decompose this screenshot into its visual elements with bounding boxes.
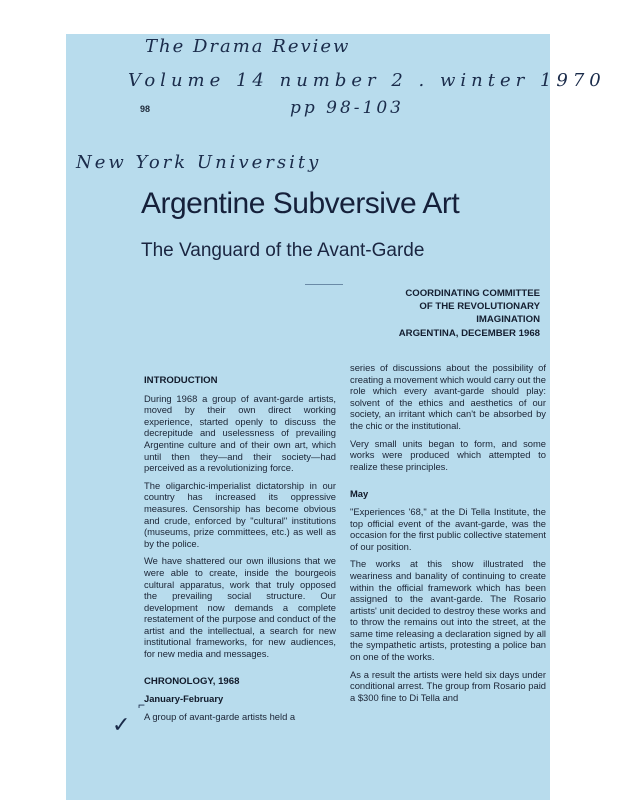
page-number: 98 [140, 104, 151, 114]
handwritten-note-pages: pp 98-103 [290, 98, 404, 118]
byline [300, 287, 540, 340]
byline-line: ARGENTINA, DECEMBER 1968 [398, 327, 540, 339]
subheading-may: May [350, 488, 369, 500]
left-column [144, 375, 336, 728]
handwritten-note-university: New York University [76, 152, 322, 173]
article-title: Argentine Subversive Art [141, 187, 460, 220]
paragraph: During 1968 a group of avant-garde artists, moved by their own direct working experience, started openly to discuss the decrepitude and uselessness of prevailing Argentine culture and of their own art, which until then they—and their society—had perceived as a revolutionizing force. [144, 392, 336, 474]
paragraph: The oligarchic-imperialist dictatorship in our country has increased its oppressive measures. Censorship has become obvious and crude, enforced by "cultural" institutions (museums, prize committees, etc.) as well as by the police. [144, 479, 336, 549]
paragraph: Very small units began to form, and some works were produced which attempted to realize these principles. [350, 437, 546, 472]
checkmark-icon: ✓ [112, 712, 131, 737]
paragraph: The works at this show illustrated the weariness and banality of continuing to create within the official framework which has been assigned to the avant-garde. The Rosario artists' unit decided to destroy these works and to throw the remains out into the street, at the same time releasing a declaration signed by all the sympathetic artists, protesting a police ban on one of the works. [350, 558, 546, 663]
section-heading-chronology: CHRONOLOGY, 1968 [144, 675, 240, 687]
paragraph: A group of avant-garde artists held a [144, 710, 296, 722]
bracket-mark-icon: ⌐ [138, 698, 146, 712]
divider [305, 284, 343, 285]
article-subtitle: The Vanguard of the Avant-Garde [141, 240, 425, 261]
paragraph: We have shattered our own illusions that we were able to create, inside the bourgeois cultural apparatus, work that truly opposed the prevailing social structure. Our development now demands a complete restatement of the purpose and conduct of the artist and the intellectual, a search for new institutional frameworks, for new audiences, for new media and messages. [144, 555, 336, 660]
paragraph: series of discussions about the possibility of creating a movement which would carry out the role which every avant-garde should play: solvent of the ethics and aesthetics of our society, an irritant which can't be absorbed by the chic or the institutional. [350, 362, 546, 431]
paragraph: "Experiences '68," at the Di Tella Institute, the top official event of the avant-garde, was the occasion for the first public collective statement of our position. [350, 505, 546, 552]
right-column [350, 362, 546, 709]
paragraph: As a result the artists were held six days under conditional arrest. The group from Rosario paid a $300 fine to Di Tella and [350, 668, 546, 703]
handwritten-note-volume: Volume 14 number 2 . winter 1970 [128, 70, 606, 91]
subheading-january-february: January-February [144, 693, 224, 705]
byline-line: COORDINATING COMMITTEE [405, 288, 540, 299]
byline-line: OF THE REVOLUTIONARY [419, 301, 540, 313]
byline-line: IMAGINATION [476, 314, 540, 326]
handwritten-note-journal: The Drama Review [145, 36, 351, 57]
section-heading-introduction: INTRODUCTION [144, 375, 218, 386]
